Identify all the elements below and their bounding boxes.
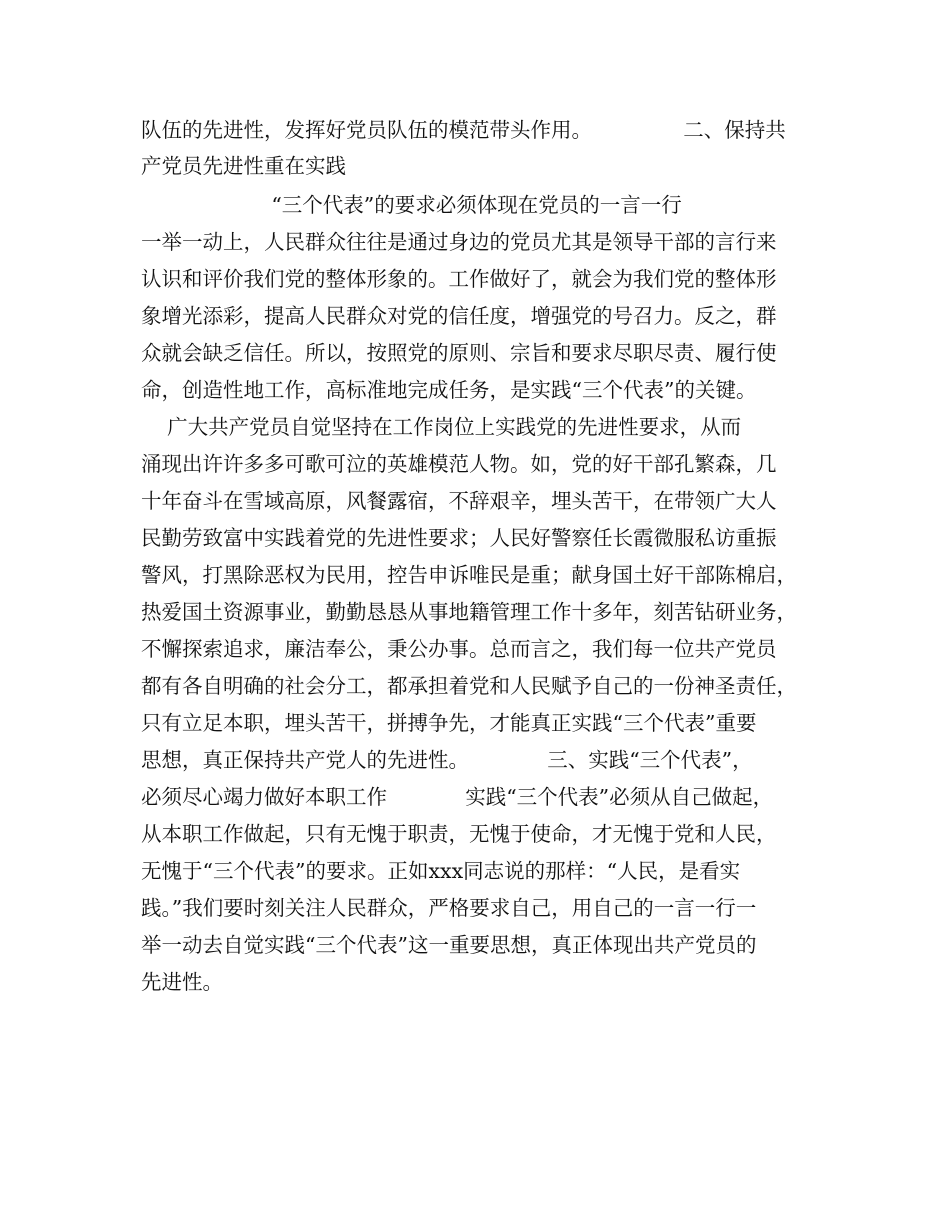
text-line: 从本职工作做起，只有无愧于职责，无愧于使命，才无愧于党和人民， (141, 822, 777, 846)
text-line: 队伍的先进性，发挥好党员队伍的模范带头作用。 二、保持共 (141, 118, 786, 142)
text-line: 命，创造性地工作，高标准地完成任务，是实践“三个代表”的关键。 (141, 378, 757, 402)
text-line: 热爱国土资源事业，勤勤恳恳从事地籍管理工作十多年，刻苦钻研业务， (141, 600, 797, 624)
text-line: 必须尽心竭力做好本职工作 实践“三个代表”必须从自己做起， (141, 785, 774, 809)
text-line: 涌现出许许多多可歌可泣的英雄模范人物。如，党的好干部孔繁森，几 (141, 452, 777, 476)
text-line: 认识和评价我们党的整体形象的。工作做好了，就会为我们党的整体形 (141, 267, 777, 291)
text-line: 民勤劳致富中实践着党的先进性要求；人民好警察任长霞微服私访重振 (141, 526, 777, 550)
text-line: 众就会缺乏信任。所以，按照党的原则、宗旨和要求尽职尽责、履行使 (141, 341, 777, 365)
text-line: 广大共产党员自觉坚持在工作岗位上实践党的先进性要求，从而 (141, 415, 742, 439)
text-line: 只有立足本职，埋头苦干，拼搏争先，才能真正实践“三个代表”重要 (141, 711, 757, 735)
text-line: 举一动去自觉实践“三个代表”这一重要思想，真正体现出共产党员的 (141, 933, 757, 957)
text-line: 不懈探索追求，廉洁奉公，秉公办事。总而言之，我们每一位共产党员 (141, 637, 777, 661)
text-line: 产党员先进性重在实践 (141, 154, 346, 178)
text-line: 都有各自明确的社会分工，都承担着党和人民赋予自己的一份神圣责任， (141, 674, 797, 698)
text-line: 警风，打黑除恶权为民用，控告申诉唯民是重；献身国土好干部陈棉启， (141, 563, 797, 587)
text-line: 十年奋斗在雪域高原，风餐露宿，不辞艰辛，埋头苦干，在带领广大人 (141, 489, 777, 513)
text-line: 思想，真正保持共产党人的先进性。 三、实践“三个代表”， (141, 748, 753, 772)
text-line: 象增光添彩，提高人民群众对党的信任度，增强党的号召力。反之，群 (141, 304, 777, 328)
text-line: 践。”我们要时刻关注人民群众，严格要求自己，用自己的一言一行一 (141, 896, 757, 920)
text-line: 先进性。 (141, 970, 223, 994)
text-line: 无愧于“三个代表”的要求。正如xxx同志说的那样：“人民，是看实 (141, 859, 741, 883)
text-line: 一举一动上，人民群众往往是通过身边的党员尤其是领导干部的言行来 (141, 230, 777, 254)
text-line: “三个代表”的要求必须体现在党员的一言一行 (141, 193, 682, 217)
